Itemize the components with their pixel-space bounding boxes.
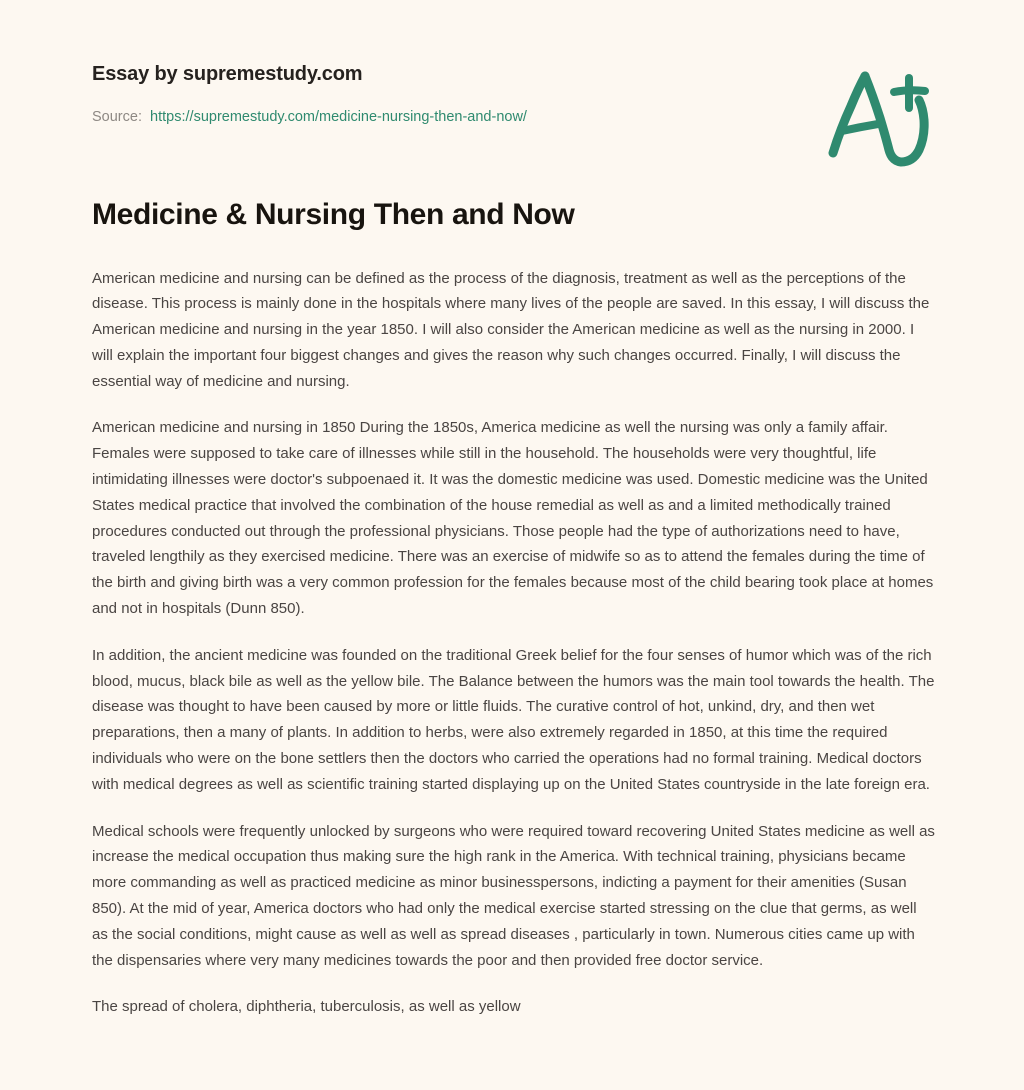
body-paragraph: American medicine and nursing can be defined as the process of the diagnosis, treatment as well as the perceptions of the disease. This process is mainly done in the hospitals where many lives of the people are saved. In this essay, I will discuss the American medicine and nursing in the year 1850. I will also consider the American medicine as well as the nursing in 2000. I will explain the important four biggest changes and gives the reason why such changes occurred. Finally, I will discuss the essential way of medicine and nursing. (92, 269, 930, 390)
source-label: Source: (92, 109, 142, 125)
a-plus-logo-icon (820, 58, 952, 170)
body-paragraph: Medical schools were frequently unlocked by surgeons who were required toward recovering United States medicine as well as increase the medical occupation thus making sure the high rank in the America. With technical training, physicians became more commanding as well as practiced medicine as minor businesspersons, indicting a payment for their amenities (Susan 850). At the mid of year, America doctors who had only the medical exercise started stressing on the clue that germs, as well as the social conditions, might cause as well as well as spread diseases , particularly in town. Numerous cities came up with the dispensaries where very many medicines towards the poor and then provided free doctor service. (92, 822, 935, 969)
source-line (92, 108, 944, 127)
source-url-link[interactable]: https://supremestudy.com/medicine-nursing-then-and-now/ (150, 109, 527, 125)
a-plus-logo[interactable] (820, 58, 952, 170)
document-content (0, 196, 1024, 1020)
body-paragraph: American medicine and nursing in 1850 During the 1850s, America medicine as well the nursing was only a family affair. Females were supposed to take care of illnesses while still in the household. The households were very thoughtful, life intimidating illnesses were doctor's subpoenaed it. It was the domestic medicine was used. Domestic medicine was the United States medical practice that involved the combination of the house remedial as well as and a limited methodically trained procedures conducted out through the professional physicians. Those people had the type of authorizations need to have, traveled lengthily as they exercised medicine. There was an exercise of midwife so as to attend the females during the time of the birth and giving birth was a very common profession for the females because most of the child bearing took place at homes and not in hospitals (Dunn 850). (92, 419, 934, 618)
page-header (0, 0, 1024, 196)
body-paragraph: In addition, the ancient medicine was founded on the traditional Greek belief for the four senses of humor which was of the rich blood, mucus, black bile as well as the yellow bile. The Balance between the humors was the main tool towards the health. The disease was thought to have been caused by more or little fluids. The curative control of hot, unkind, dry, and then wet preparations, then a many of plants. In addition to herbs, were also extremely regarded in 1850, at this time the required individuals who were on the bone settlers then the doctors who carried the operations had no formal training. Medical doctors with medical degrees as well as scientific training started displaying up on the United States countryside in the late foreign era. (92, 646, 935, 793)
page-title: Medicine & Nursing Then and Now (92, 198, 575, 231)
byline: Essay by supremestudy.com (92, 63, 363, 85)
body-paragraph-truncated: The spread of cholera, diphtheria, tuberculosis, as well as yellow (92, 998, 521, 1016)
